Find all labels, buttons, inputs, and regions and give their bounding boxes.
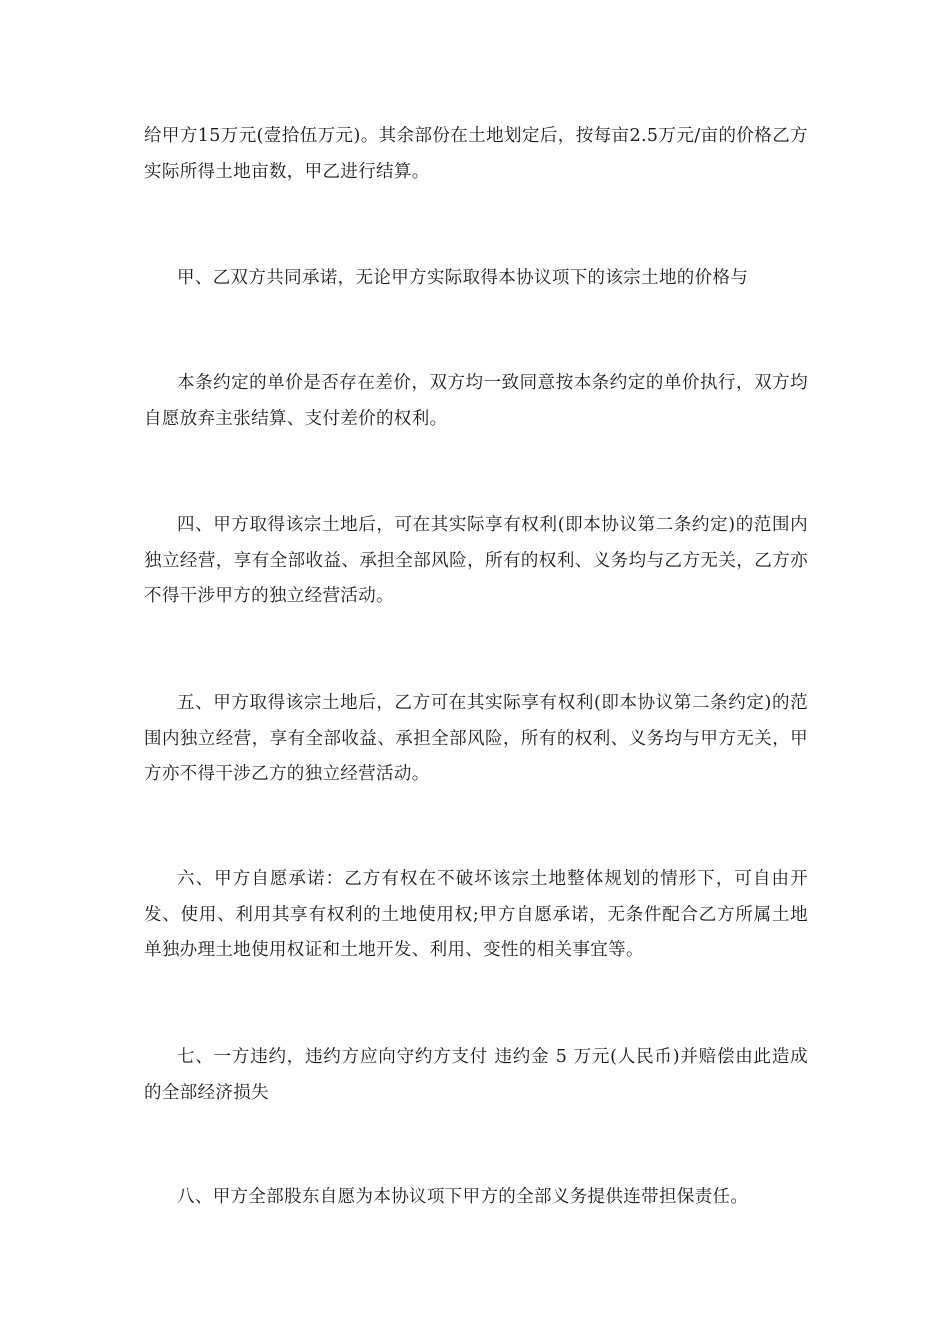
paragraph-joint-commitment: 甲、乙双方共同承诺，无论甲方实际取得本协议项下的该宗土地的价格与 <box>177 268 749 288</box>
paragraph-clause-eight: 八、甲方全部股东自愿为本协议项下甲方的全部义务提供连带担保责任。 <box>177 1187 749 1207</box>
paragraph-clause-five: 五、甲方取得该宗土地后，乙方可在其实际享有权利(即本协议第二条约定)的范围内独立经营，享有全部收益、承担全部风险，所有的权利、义务均与甲方无关，甲方亦不得干涉乙方的独立经营活动。 <box>144 693 808 784</box>
paragraph-clause-four: 四、甲方取得该宗土地后，可在其实际享有权利(即本协议第二条约定)的范围内独立经营，享有全部收益、承担全部风险，所有的权利、义务均与乙方无关，乙方亦不得干涉甲方的独立经营活动。 <box>144 515 808 606</box>
paragraph-clause-seven: 七、一方违约，违约方应向守约方支付 违约金 5 万元(人民币)并赔偿由此造成的全部经济损失 <box>144 1047 808 1103</box>
paragraph-unit-price-agreement: 本条约定的单价是否存在差价，双方均一致同意按本条约定的单价执行，双方均自愿放弃主张结算、支付差价的权利。 <box>144 373 808 429</box>
paragraph-payment-terms: 给甲方15万元(壹拾伍万元)。其余部份在土地划定后，按每亩2.5万元/亩的价格乙方实际所得土地亩数，甲乙进行结算。 <box>144 126 808 182</box>
paragraph-clause-six: 六、甲方自愿承诺：乙方有权在不破坏该宗土地整体规划的情形下，可自由开发、使用、利用其享有权利的土地使用权;甲方自愿承诺，无条件配合乙方所属土地单独办理土地使用权证和土地开发、利用、变性的相关事宜等。 <box>144 869 808 960</box>
